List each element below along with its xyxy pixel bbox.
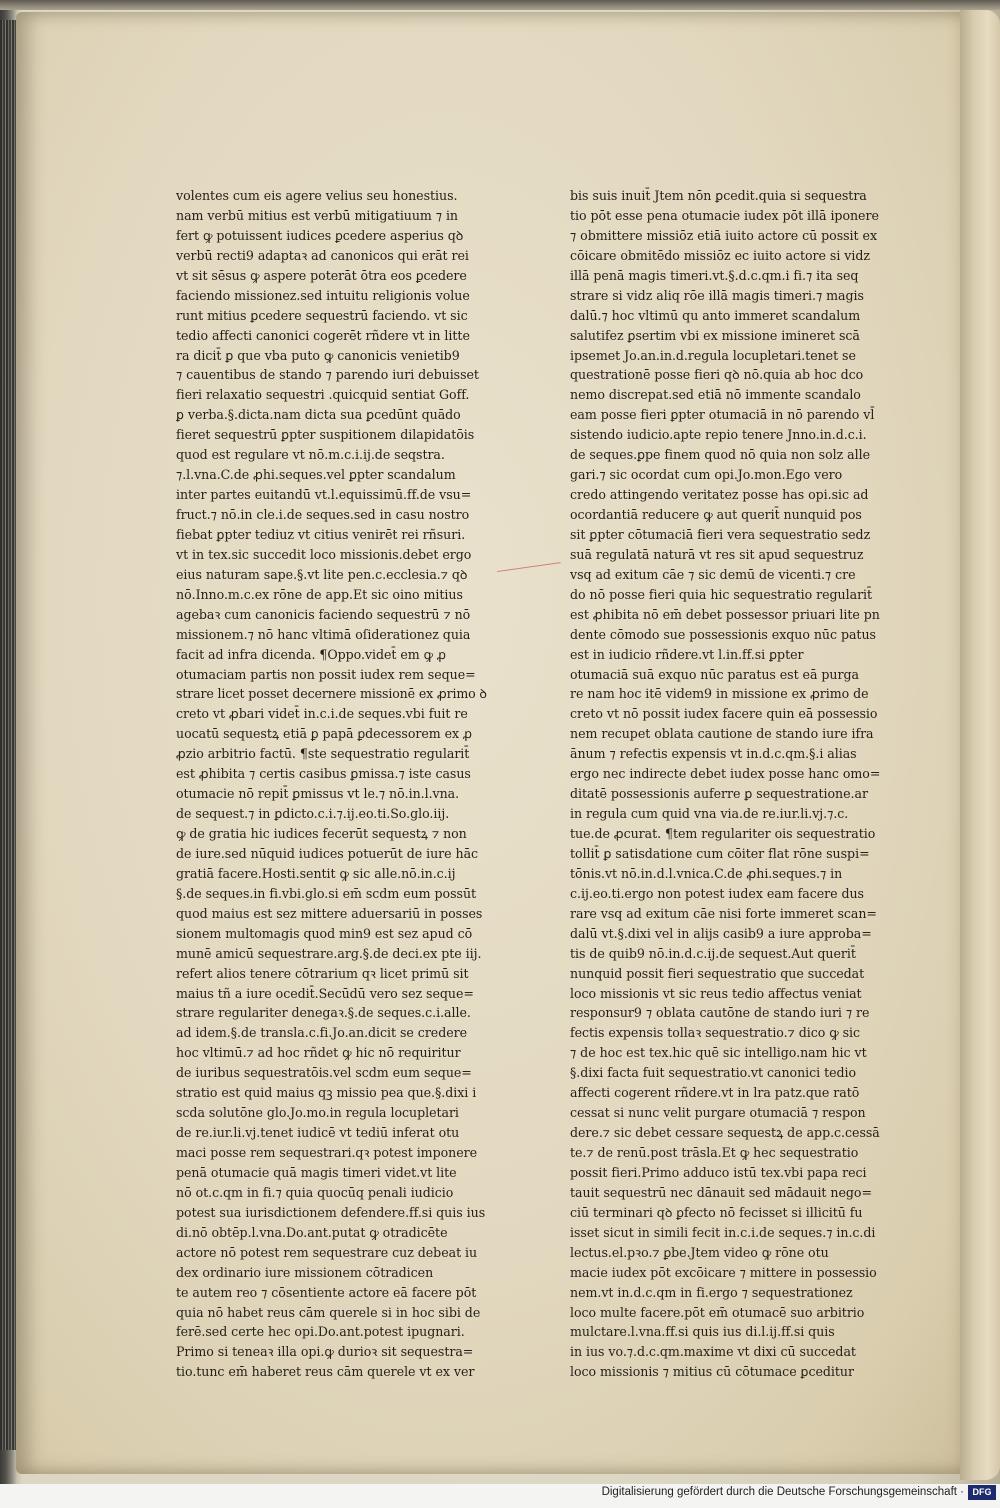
text-line: §.de seques.in fi.vbi.glo.si em̄ scdm eum possūt [176,885,477,901]
text-line: credo attingendo veritatez posse has opi.sic ad [570,487,869,503]
text-line: bis suis inuit̄ Jtem nōn ꝑcedit.quia si sequestra [570,188,867,203]
text-line: ꝙ de gratia hic iudices fecerūt sequestꝝ ⁊ non [176,826,467,841]
text-line: c.ij.eo.ti.ergo non potest iudex eam facere dus [570,885,864,901]
text-line: facit ad infra dicenda. ¶Oppo.videt̄ em ꝙ ꝓ [176,646,446,662]
text-column-left [176,186,496,1382]
text-line: refert alios tenere cōtrarium qꝛ licet primū sit [176,965,469,981]
text-line: possit fieri.Primo adduco istū tex.vbi papa reci [570,1164,867,1180]
text-line: ꝑ verba.§.dicta.nam dicta sua ꝑcedūnt quādo [176,407,461,423]
text-line: fruct.⁊ nō.in cle.i.de seques.sed in casu nostro [176,507,470,522]
text-line: nunquid possit fieri sequestratio que succedat [570,965,865,981]
text-line: verbū recti9 adaptaꝛ ad canonicos qui erāt rei [176,247,469,263]
text-line: de re.iur.li.vj.tenet iudicē vt tediū inferat otu [176,1125,460,1141]
text-line: fieri relaxatio sequestri .quicquid sentiat Goff. [176,387,470,403]
text-line: loco missionis vt sic reus tedio affectus veniat [570,985,862,1001]
text-line: runt mitius ꝑcedere sequestrū faciendo. vt sic [176,307,468,323]
text-line: fiebat ꝑpter tediuz vt citius venirēt rei rñsuri. [176,526,466,542]
text-line: cessat si nunc velit purgare otumaciā ⁊ respon [570,1105,866,1121]
text-line: potest sua iurisdictionem defendere.ff.si quis ius [176,1204,486,1220]
text-line: de sequest.⁊ in ꝑdicto.c.i.⁊.ij.eo.ti.So.glo.iij. [176,806,450,822]
text-line: do nō posse fieri quia hic sequestratio regularit̄ [570,586,873,602]
text-line: vt in tex.sic succedit loco missionis.debet ergo [176,546,472,562]
text-line: salutifez ꝑsertim vbi ex missione imineret scā [570,327,860,343]
text-line: penā otumacie quā magis timeri videt.vt lite [176,1164,457,1180]
text-line: tio.tunc em̄ haberet reus cām querele vt ex ver [176,1364,475,1380]
text-line: uocatū sequestꝝ etiā ꝑ papā ꝑdecessorem ex ꝓ [176,726,472,742]
text-line: otumacie nō repit̄ ꝑmissus vt le.⁊ nō.in.l.vna. [176,786,460,802]
text-line: tōnis.vt nō.in.d.l.vnica.C.de ꝓhi.seques.⁊ in [570,865,843,881]
text-line: est in iudicio rñdere.vt l.in.ff.si ꝑpter [570,646,804,662]
digitization-credit: Digitalisierung gefördert durch die Deutsche Forschungsgemeinschaft · [601,1486,964,1498]
text-line: macie iudex pōt excōicare ⁊ mittere in possessio [570,1264,877,1280]
text-line: nō ot.c.qm in fi.⁊ quia quocūq penali iudicio [176,1184,454,1200]
text-line: tio pōt esse pena otumacie iudex pōt illā iponere [570,207,879,223]
text-line: de seques.ꝑpe finem quod nō quia non solz alle [570,447,870,463]
text-line: faciendo missionez.sed intuitu religionis volue [176,287,470,303]
text-line: otumaciam partis non possit iudex rem seque= [176,666,476,682]
text-line: eius naturam sape.§.vt lite pen.c.ecclesia.⁊ qꝺ [176,566,468,582]
text-line: affecti cogerent rñdere.vt in lra patz.que ratō [570,1085,860,1101]
text-line: tue.de ꝓcurat. ¶tem regulariter ois sequestratio [570,826,876,841]
text-line: re nam hoc itē videm9 in missione ex ꝓrimo de [570,686,869,702]
text-line: illā penā magis timeri.vt.§.d.c.qm.i fi.⁊ ita seq [570,267,859,283]
text-line: nem.vt in.d.c.qm in fi.ergo ⁊ sequestrationez [570,1284,853,1300]
text-line: nō.Inno.m.c.ex rōne de app.Et sic oino mitius [176,586,463,602]
text-line: dalū.⁊ hoc vltimū qu anto immeret scandalum [570,307,861,323]
text-column-right [570,186,890,1382]
text-line: suā regulatā naturā vt res sit apud sequestruz [570,546,864,562]
text-line: nam verbū mitius est verbū mitigatiuum ⁊ in [176,207,458,223]
text-line: ꝓzio arbitrio factū. ¶ste sequestratio regularit̄ [176,746,470,762]
text-line: est ꝓhibita ⁊ certis casibus ꝑmissa.⁊ iste casus [176,766,471,782]
text-line: gratiā facere.Hosti.sentit ꝙ sic alle.nō.in.c.ij [176,865,456,881]
text-line: ad idem.§.de transla.c.fi.Jo.an.dicit se credere [176,1025,468,1041]
text-line: volentes cum eis agere velius seu honestius. [176,188,458,203]
text-line: scda solutōne glo.Jo.mo.in regula locupletari [176,1105,459,1121]
text-line: nem recupet oblata cautione de stando iure ifra [570,726,874,742]
text-line: de iuribus sequestratōis.vel scdm eum seque= [176,1065,472,1081]
text-line: dere.⁊ sic debet cessare sequestꝝ de app.c.cessā [570,1125,880,1141]
dfg-logo: DFG [968,1485,996,1500]
text-line: ipsemet Jo.an.in.d.regula locupletari.tenet se [570,347,856,363]
text-line: strare si vidz aliq rōe illā magis timeri.⁊ magis [570,287,864,303]
text-line: rare vsq ad exitum cāe nisi forte immeret scan= [570,905,877,921]
text-line: lectus.el.pꝛo.⁊ ꝑbe.Jtem video ꝙ rōne otu [570,1244,829,1260]
text-line: quia nō habet reus cām querele si in hoc sibi de [176,1304,481,1320]
text-line: sit ꝑpter cōtumaciā fieri vera sequestratio sedz [570,526,871,542]
text-line: dente cōmodo sue possessionis exquo nūc patus [570,626,876,642]
text-line: mulctare.l.vna.ff.si quis ius di.l.ij.ff.si quis [570,1324,835,1340]
text-line: tollit̄ ꝑ satisdatione cum cōiter flat rōne suspi= [570,845,870,861]
text-line: inter partes euitandū vt.l.equissimū.ff.de vsu= [176,487,472,503]
text-line: vsq ad exitum cāe ⁊ sic demū de vicenti.⁊ cre [570,566,856,582]
text-line: isset sicut in simili fecit in.c.i.de seques.⁊ in.c.di [570,1224,876,1240]
text-line: Primo si teneaꝛ illa opi.ꝙ durioꝛ sit sequestra= [176,1344,474,1360]
text-line: loco missionis ⁊ mitius cū cōtumace ꝑceditur [570,1364,854,1380]
text-line: maci posse rem sequestrari.qꝛ potest imponere [176,1145,477,1160]
text-line: gari.⁊ sic ocordat cum opi.Jo.mon.Ego vero [570,467,843,483]
text-line: di.nō obtēp.l.vna.Do.ant.putat ꝙ otradicēte [176,1224,448,1240]
text-line: ⁊ cauentibus de stando ⁊ parendo iuri debuisset [176,367,479,383]
text-line: stratio est quid maius qꝫ missio pea que.§.dixi i [176,1085,477,1101]
text-line: ⁊ de hoc est tex.hic quē sic intelligo.nam hic vt [570,1045,867,1061]
text-line: missionem.⁊ nō hanc vltimā oſiderationez quia [176,626,471,642]
text-line: tauit sequestrū nec dānauit sed mādauit nego= [570,1184,872,1200]
text-line: sistendo iudicio.apte repio tenere Jnno.in.d.c.i. [570,427,867,443]
text-line: fert ꝙ potuissent iudices ꝑcedere asperius qꝺ [176,227,464,243]
text-line: creto vt nō possit iudex facere quin eā possessio [570,706,878,722]
text-line: dalū vt.§.dixi vel in alijs casib9 a iure approba= [570,925,872,941]
text-line: questrationē posse fieri qꝺ nō.quia ab hoc dco [570,367,864,383]
text-line: otumaciā suā exquo nūc paratus est eā purga [570,666,859,682]
text-line: dex ordinario iure missionem cōtradicen [176,1264,434,1280]
text-line: strare regulariter denegaꝛ.§.de seques.c.i.alle. [176,1005,471,1021]
text-line: de iure.sed nūquid iudices potuerūt de iure hāc [176,845,479,861]
text-line: loco multe facere.pōt em̄ otumacē suo arbitrio [570,1304,865,1320]
text-line: tis de quib9 nō.in.d.c.ij.de sequest.Aut querit̄ [570,945,856,961]
text-line: strare licet posset decernere missionē ex ꝓrimo ꝺ [176,686,487,702]
text-line: tedio affecti canonici cogerēt rñdere vt in litte [176,327,470,343]
scan-top-edge [0,0,1000,10]
text-line: munē amicū sequestrare.arg.§.de deci.ex pte iij. [176,945,482,961]
text-line: ra dicit̄ ꝑ que vba puto ꝙ canonicis venietib9 [176,347,460,363]
text-line: quod maius est sez mittere aduersariū in posses [176,905,483,921]
text-line: vt sit sēsus ꝙ aspere poterāt ōtra eos ꝑcedere [176,267,467,283]
text-line: fectis expensis tollaꝛ sequestratio.⁊ dico ꝙ sic [570,1025,861,1041]
text-line: agebaꝛ cum canonicis faciendo sequestrū ⁊ nō [176,606,471,622]
text-line: sionem multomagis quod min9 est sez apud cō [176,925,473,941]
text-line: ⁊.l.vna.C.de ꝓhi.seques.vel ꝑpter scandalum [176,467,456,483]
text-line: ⁊ obmittere missiōz etiā iuito actore cū possit ex [570,227,878,243]
text-line: te.⁊ de renū.post trāsla.Et ꝙ hec sequestratio [570,1145,859,1160]
text-line: ciū terminari qꝺ ꝑfecto nō fecisset si illicitū fu [570,1204,863,1220]
text-line: ditatē possessionis auferre ꝑ sequestratione.ar [570,786,868,802]
text-line: hoc vltimū.⁊ ad hoc rñdet ꝙ hic nō requiritur [176,1045,461,1061]
text-line: fieret sequestrū ꝑpter suspitionem dilapidatōis [176,427,475,443]
text-line: in ius vo.⁊.d.c.qm.maxime vt dixi cū succedat [570,1344,856,1360]
text-line: ergo nec indirecte debet iudex posse hanc omo= [570,766,881,782]
text-line: eam posse fieri ꝑpter otumaciā in nō parendo vl̄ [570,407,875,423]
text-line: est ꝓhibita nō em̄ debet possessor priuari lite pn [570,606,880,622]
facing-page-edge [960,10,1000,1480]
text-line: ferē.sed certe hec opi.Do.ant.potest ipugnari. [176,1324,465,1340]
text-line: actore nō potest rem sequestrare cuz debeat iu [176,1244,478,1260]
text-line: cōicare obmitēdo missiōz ec iuito actore si vidz [570,247,870,263]
text-line: maius tñ a iure ocedit̄.Secūdū vero sez seque= [176,985,474,1001]
text-line: nemo discrepat.sed etiā nō immente scandalo [570,387,861,403]
text-line: quod est regulare vt nō.m.c.i.ij.de seqstra. [176,447,445,463]
text-line: creto vt ꝓbari videt̄ in.c.i.de seques.vbi fuit re [176,706,468,722]
text-line: ānum ⁊ refectis expensis vt in.d.c.qm.§.i alias [570,746,857,762]
text-line: responsur9 ⁊ oblata cautōne de stando iuri ⁊ re [570,1005,870,1021]
text-line: in regula cum quid vna via.de re.iur.li.vj.⁊.c. [570,806,849,822]
text-line: §.dixi facta fuit sequestratio.vt canonici tedio [570,1065,857,1081]
text-line: te autem reo ⁊ cōsentiente actore eā facere pōt [176,1284,477,1300]
text-line: ocordantiā reducere ꝙ aut querit̄ nunquid pos [570,507,862,522]
